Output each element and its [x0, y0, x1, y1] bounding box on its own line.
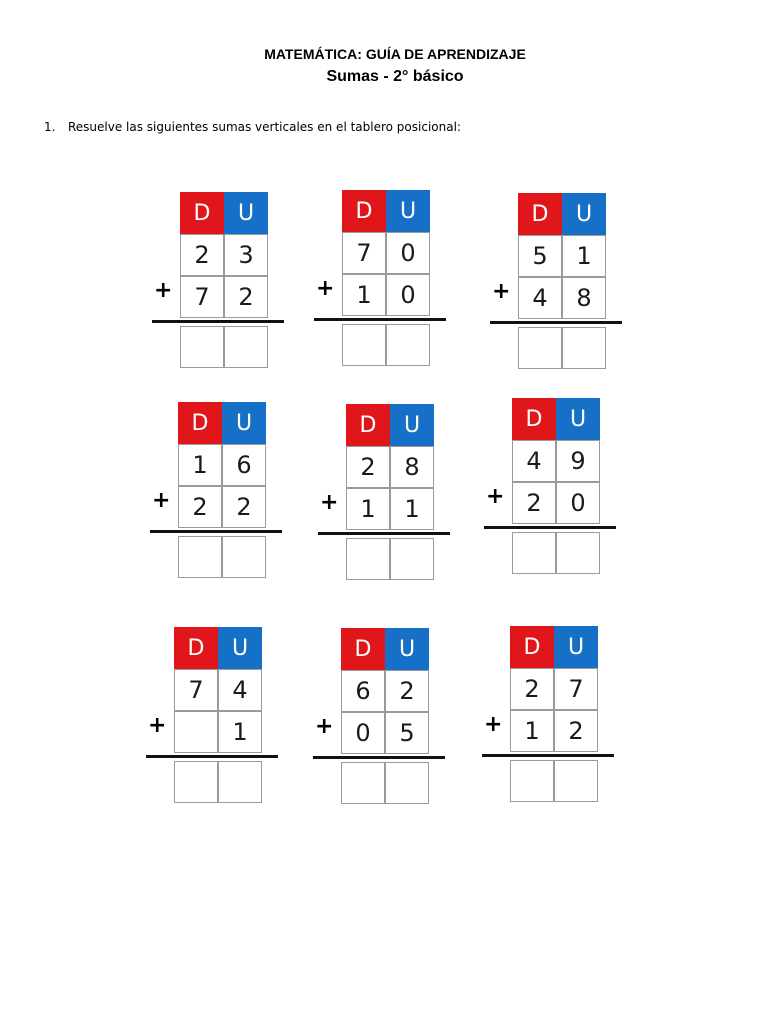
units-header: U	[390, 404, 434, 446]
addend1-tens: 2	[510, 668, 554, 710]
tens-header: D	[512, 398, 556, 440]
addend2-tens: 1	[342, 274, 386, 316]
addend1-units: 8	[390, 446, 434, 488]
units-header: U	[386, 190, 430, 232]
addend1-tens: 6	[341, 670, 385, 712]
tens-header: D	[518, 193, 562, 235]
result-units-box[interactable]	[562, 327, 606, 369]
plus-sign: +	[484, 712, 503, 737]
addend1-units: 9	[556, 440, 600, 482]
instruction-text: Resuelve las siguientes sumas verticales en el tablero posicional:	[68, 120, 461, 134]
result-units-box[interactable]	[224, 326, 268, 368]
addend2-tens: 1	[346, 488, 390, 530]
result-tens-box[interactable]	[178, 536, 222, 578]
worksheet-subject: MATEMÁTICA: GUÍA DE APRENDIZAJE	[264, 46, 526, 62]
sum-line	[313, 756, 445, 759]
addend1-units: 0	[386, 232, 430, 274]
sum-line	[146, 755, 278, 758]
units-header: U	[562, 193, 606, 235]
sum-line	[150, 530, 282, 533]
addend1-units: 3	[224, 234, 268, 276]
tens-header: D	[510, 626, 554, 668]
result-units-box[interactable]	[222, 536, 266, 578]
addend2-units: 0	[386, 274, 430, 316]
sum-line	[314, 318, 446, 321]
result-units-box[interactable]	[385, 762, 429, 804]
units-header: U	[556, 398, 600, 440]
result-tens-box[interactable]	[342, 324, 386, 366]
plus-sign: +	[315, 714, 334, 739]
addend2-tens	[174, 711, 218, 753]
result-units-box[interactable]	[386, 324, 430, 366]
addend2-units: 2	[224, 276, 268, 318]
addend1-units: 2	[385, 670, 429, 712]
result-tens-box[interactable]	[341, 762, 385, 804]
addend2-units: 8	[562, 277, 606, 319]
addend1-units: 7	[554, 668, 598, 710]
place-value-board-8	[313, 628, 453, 808]
plus-sign: +	[154, 278, 173, 303]
sum-line	[490, 321, 622, 324]
plus-sign: +	[320, 490, 339, 515]
result-tens-box[interactable]	[346, 538, 390, 580]
addend1-tens: 1	[178, 444, 222, 486]
result-tens-box[interactable]	[512, 532, 556, 574]
plus-sign: +	[316, 276, 335, 301]
result-units-box[interactable]	[390, 538, 434, 580]
place-value-board-7	[146, 627, 286, 807]
sum-line	[484, 526, 616, 529]
result-units-box[interactable]	[554, 760, 598, 802]
plus-sign: +	[148, 713, 167, 738]
addend2-tens: 2	[512, 482, 556, 524]
sum-line	[482, 754, 614, 757]
units-header: U	[222, 402, 266, 444]
place-value-board-9	[482, 626, 622, 806]
addend2-tens: 7	[180, 276, 224, 318]
place-value-board-6	[484, 398, 624, 578]
place-value-board-3	[490, 193, 630, 373]
addend2-units: 1	[390, 488, 434, 530]
units-header: U	[218, 627, 262, 669]
units-header: U	[554, 626, 598, 668]
tens-header: D	[174, 627, 218, 669]
instruction	[44, 120, 461, 134]
addend2-tens: 2	[178, 486, 222, 528]
result-tens-box[interactable]	[518, 327, 562, 369]
worksheet-title: Sumas - 2° básico	[326, 68, 464, 85]
addend1-tens: 4	[512, 440, 556, 482]
addend1-units: 1	[562, 235, 606, 277]
addend2-units: 5	[385, 712, 429, 754]
result-tens-box[interactable]	[180, 326, 224, 368]
addend2-units: 1	[218, 711, 262, 753]
tens-header: D	[341, 628, 385, 670]
tens-header: D	[180, 192, 224, 234]
addend1-tens: 5	[518, 235, 562, 277]
addend2-tens: 0	[341, 712, 385, 754]
addend1-tens: 7	[174, 669, 218, 711]
sum-line	[318, 532, 450, 535]
addend2-units: 0	[556, 482, 600, 524]
result-tens-box[interactable]	[174, 761, 218, 803]
addend2-tens: 4	[518, 277, 562, 319]
place-value-board-4	[150, 402, 290, 582]
tens-header: D	[346, 404, 390, 446]
addend1-tens: 7	[342, 232, 386, 274]
tens-header: D	[178, 402, 222, 444]
result-units-box[interactable]	[218, 761, 262, 803]
addend1-tens: 2	[346, 446, 390, 488]
addend1-units: 6	[222, 444, 266, 486]
place-value-board-2	[314, 190, 454, 370]
addend2-tens: 1	[510, 710, 554, 752]
addend2-units: 2	[554, 710, 598, 752]
plus-sign: +	[152, 488, 171, 513]
addend2-units: 2	[222, 486, 266, 528]
place-value-board-1	[152, 192, 292, 372]
units-header: U	[385, 628, 429, 670]
instruction-number: 1.	[44, 120, 56, 134]
plus-sign: +	[486, 484, 505, 509]
sum-line	[152, 320, 284, 323]
units-header: U	[224, 192, 268, 234]
place-value-board-5	[318, 404, 458, 584]
result-units-box[interactable]	[556, 532, 600, 574]
plus-sign: +	[492, 279, 511, 304]
tens-header: D	[342, 190, 386, 232]
addend1-units: 4	[218, 669, 262, 711]
addend1-tens: 2	[180, 234, 224, 276]
result-tens-box[interactable]	[510, 760, 554, 802]
